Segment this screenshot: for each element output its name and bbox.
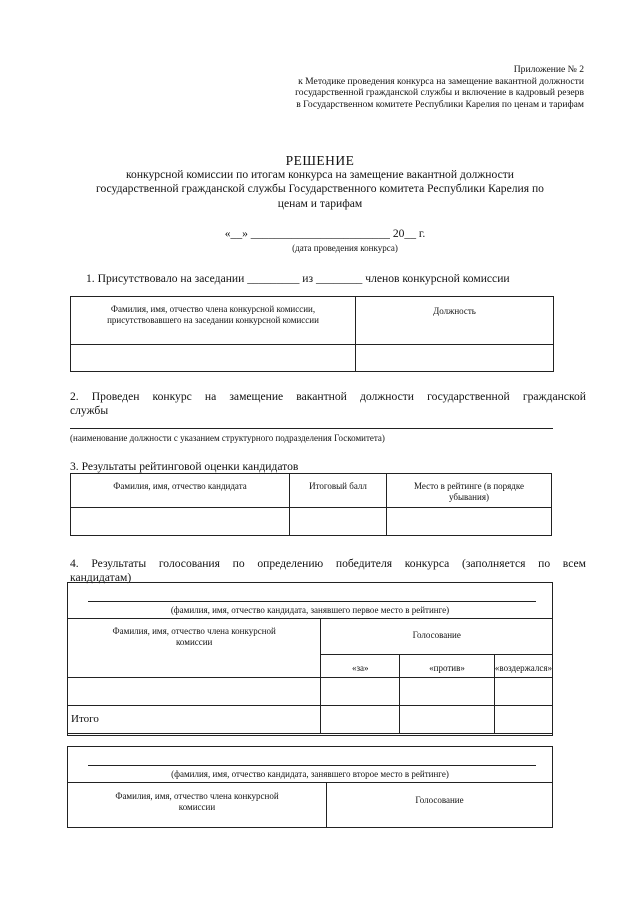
voting-box-first-place — [67, 582, 553, 736]
attendance-cell-position[interactable] — [356, 345, 554, 372]
rating-col-score: Итоговый балл — [290, 474, 387, 508]
voting-table-second — [67, 782, 553, 828]
vote-abstained-header: «воздержался» — [494, 655, 552, 678]
voting2-col-voting: Голосование — [327, 783, 553, 828]
vote-for-header: «за» — [321, 655, 400, 678]
voting-col-member: Фамилия, имя, отчество члена конкурсной комиссии — [68, 619, 321, 678]
voting-cell-member[interactable] — [68, 678, 321, 706]
voting-cell-for[interactable] — [321, 678, 400, 706]
voting2-col-member: Фамилия, имя, отчество члена конкурсной комиссии — [68, 783, 327, 828]
section-3-heading: 3. Результаты рейтинговой оценки кандидатов — [70, 460, 299, 473]
attendance-table — [70, 296, 554, 372]
voting-total-label: Итого — [68, 706, 321, 734]
attendance-cell-name[interactable] — [71, 345, 356, 372]
voting-total-against[interactable] — [400, 706, 495, 734]
position-name-hint: (наименование должности с указанием структурного подразделения Госкомитета) — [70, 433, 385, 443]
appendix-line-1: Приложение № 2 — [513, 64, 584, 75]
date-field[interactable]: «__» ________________________ 20__ г. — [224, 227, 426, 240]
section-4-line-2: кандидатам) — [70, 571, 132, 584]
rating-col-name: Фамилия, имя, отчество кандидата — [71, 474, 290, 508]
second-place-name-line[interactable] — [88, 765, 536, 766]
attendance-col-name: Фамилия, имя, отчество члена конкурсной комиссии, присутствовавшего на заседании конкурсной комиссии — [71, 297, 356, 345]
section-1-attendance: 1. Присутствовало на заседании _________ из ________ членов конкурсной комиссии — [86, 272, 510, 285]
voting-box-second-place — [67, 746, 553, 828]
voting-col-voting: Голосование — [321, 619, 553, 655]
rating-cell-score[interactable] — [290, 508, 387, 536]
second-place-hint: (фамилия, имя, отчество кандидата, занявшего второе место в рейтинге) — [171, 769, 449, 779]
first-place-name-line[interactable] — [88, 601, 536, 602]
section-2-line-1: 2. Проведен конкурс на замещение вакантной должности государственной гражданской — [70, 390, 586, 403]
section-4-line-1: 4. Результаты голосования по определению победителя конкурса (заполняется по всем — [70, 557, 586, 570]
rating-cell-name[interactable] — [71, 508, 290, 536]
document-subtitle — [0, 168, 640, 211]
section-2-line-2: службы — [70, 404, 109, 417]
voting-table-first — [67, 618, 553, 734]
appendix-header — [295, 64, 584, 110]
rating-table — [70, 473, 552, 536]
rating-col-place: Место в рейтинге (в порядке убывания) — [387, 474, 552, 508]
voting-total-abstained[interactable] — [494, 706, 552, 734]
appendix-line-3: государственной гражданской службы и включение в кадровый резерв — [295, 87, 584, 99]
position-name-line[interactable] — [70, 428, 553, 429]
voting-cell-against[interactable] — [400, 678, 495, 706]
voting-cell-abstained[interactable] — [494, 678, 552, 706]
first-place-hint: (фамилия, имя, отчество кандидата, занявшего первое место в рейтинге) — [170, 605, 450, 615]
vote-against-header: «против» — [400, 655, 495, 678]
attendance-col-position: Должность — [356, 297, 554, 345]
rating-cell-place[interactable] — [387, 508, 552, 536]
appendix-line-4: в Государственном комитете Республики Карелия по ценам и тарифам — [296, 98, 584, 110]
voting-total-for[interactable] — [321, 706, 400, 734]
subtitle-line-2: государственной гражданской службы Государственного комитета Республики Карелия по — [96, 182, 544, 196]
subtitle-line-1: конкурсной комиссии по итогам конкурса на замещение вакантной должности — [126, 168, 514, 181]
appendix-line-2: к Методике проведения конкурса на замещение вакантной должности — [298, 75, 584, 87]
date-hint: (дата проведения конкурса) — [292, 243, 398, 253]
subtitle-line-3: ценам и тарифам — [277, 196, 363, 210]
document-title: РЕШЕНИЕ — [285, 153, 355, 168]
